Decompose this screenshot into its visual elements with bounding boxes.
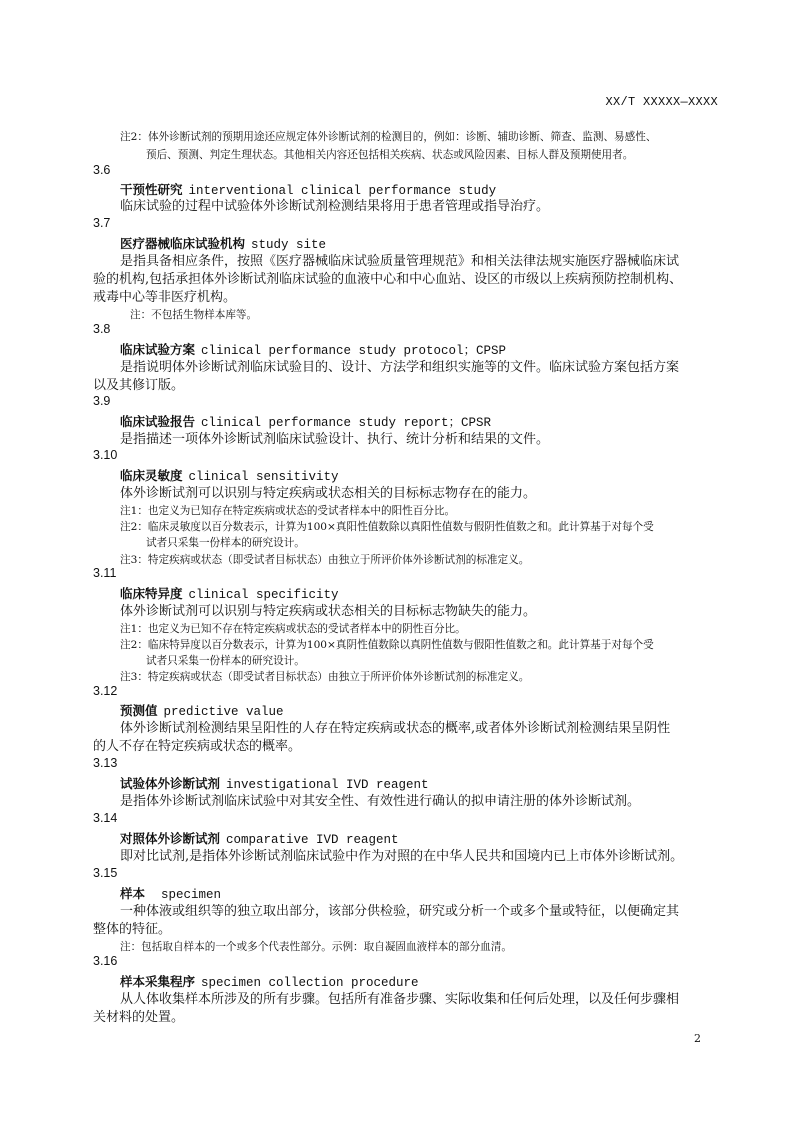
term-heading: 临床特异度 clinical specificity — [120, 586, 339, 602]
section-number: 3.12 — [93, 684, 118, 698]
section-number: 3.13 — [93, 756, 118, 770]
term-heading: 医疗器械临床试验机构 study site — [120, 236, 327, 252]
definition-text: 体外诊断试剂可以识别与特定疾病或状态相关的目标标志物存在的能力。 — [120, 486, 537, 501]
definition-text: 是指描述一项体外诊断试剂临床试验设计、执行、统计分析和结果的文件。 — [120, 432, 550, 447]
definition-text: 戒毒中心等非医疗机构。 — [93, 290, 237, 305]
note-text: 注1：也定义为已知存在特定疾病或状态的受试者样本中的阳性百分比。 — [120, 505, 456, 517]
term-heading: 临床试验方案 clinical performance study protocol；CPSP — [120, 342, 507, 358]
section-number: 3.10 — [93, 448, 118, 462]
note-text: 注2：临床灵敏度以百分数表示，计算为100×真阳性值数除以真阳性值数与假阴性值数之和。此计算基于对每个受 — [120, 521, 654, 533]
definition-text: 关材料的处置。 — [93, 1010, 185, 1025]
section-number: 3.8 — [93, 322, 111, 336]
term-heading: 样本采集程序 specimen collection procedure — [120, 974, 419, 990]
note-text: 试者只采集一份样本的研究设计。 — [146, 537, 305, 549]
definition-text: 体外诊断试剂可以识别与特定疾病或状态相关的目标标志物缺失的能力。 — [120, 604, 537, 619]
definition-text: 是指体外诊断试剂临床试验中对其安全性、有效性进行确认的拟申请注册的体外诊断试剂。 — [120, 794, 641, 809]
definition-text: 的人不存在特定疾病或状态的概率。 — [93, 739, 302, 754]
section-number: 3.14 — [93, 811, 118, 825]
term-heading: 样本 specimen — [120, 886, 222, 902]
section-number: 3.9 — [93, 394, 111, 408]
definition-text: 以及其修订版。 — [93, 378, 185, 393]
term-heading: 干预性研究 interventional clinical performance study — [120, 182, 497, 198]
top-note-line: 注2：体外诊断试剂的预期用途还应规定体外诊断试剂的检测目的，例如：诊断、辅助诊断、筛查、监测、易感性、 — [120, 131, 657, 143]
note-text: 试者只采集一份样本的研究设计。 — [146, 655, 305, 667]
definition-text: 是指说明体外诊断试剂临床试验目的、设计、方法学和组织实施等的文件。临床试验方案包括方案 — [120, 360, 680, 375]
section-number: 3.15 — [93, 866, 118, 880]
section-number: 3.6 — [93, 163, 111, 177]
note-text: 注2：临床特异度以百分数表示，计算为100×真阴性值数除以真阴性值数与假阳性值数之和。此计算基于对每个受 — [120, 639, 654, 651]
term-heading: 临床试验报告 clinical performance study report；CPSR — [120, 414, 492, 430]
definition-text: 验的机构,包括承担体外诊断试剂临床试验的血液中心和中心血站、设区的市级以上疾病预防控制机构、 — [93, 272, 683, 287]
note-text: 注1：也定义为已知不存在特定疾病或状态的受试者样本中的阴性百分比。 — [120, 623, 466, 635]
document-code-header: XX/T XXXXX—XXXX — [605, 95, 718, 109]
definition-text: 是指具备相应条件，按照《医疗器械临床试验质量管理规范》和相关法律法规实施医疗器械临床试 — [120, 254, 680, 269]
section-number: 3.16 — [93, 954, 118, 968]
note-text: 注3：特定疾病或状态（即受试者目标状态）由独立于所评价体外诊断试剂的标准定义。 — [120, 554, 530, 566]
term-heading: 预测值 predictive value — [120, 703, 284, 719]
definition-text: 一种体液或组织等的独立取出部分，该部分供检验，研究或分析一个或多个量或特征，以便确定其 — [120, 904, 680, 919]
section-number: 3.11 — [93, 566, 117, 580]
definition-text: 即对比试剂,是指体外诊断试剂临床试验中作为对照的在中华人民共和国境内已上市体外诊断试剂。 — [120, 849, 684, 864]
term-heading: 对照体外诊断试剂 comparative IVD reagent — [120, 831, 399, 847]
definition-text: 从人体收集样本所涉及的所有步骤。包括所有准备步骤、实际收集和任何后处理，以及任何步骤相 — [120, 992, 680, 1007]
note-text: 注3：特定疾病或状态（即受试者目标状态）由独立于所评价体外诊断试剂的标准定义。 — [120, 671, 530, 683]
definition-text: 体外诊断试剂检测结果呈阳性的人存在特定疾病或状态的概率,或者体外诊断试剂检测结果呈阴性 — [120, 721, 671, 736]
term-heading: 试验体外诊断试剂 investigational IVD reagent — [120, 776, 429, 792]
top-note-line: 预后、预测、判定生理状态。其他相关内容还包括相关疾病、状态或风险因素、目标人群及预期使用者。 — [146, 149, 634, 161]
note-text: 注：包括取自样本的一个或多个代表性部分。示例：取自凝固血液样本的部分血清。 — [120, 941, 512, 953]
definition-text: 临床试验的过程中试验体外诊断试剂检测结果将用于患者管理或指导治疗。 — [120, 199, 550, 214]
section-number: 3.7 — [93, 216, 111, 230]
page-number: 2 — [694, 1032, 701, 1045]
definition-text: 整体的特征。 — [93, 922, 172, 937]
note-text: 注：不包括生物样本库等。 — [130, 309, 258, 321]
term-heading: 临床灵敏度 clinical sensitivity — [120, 468, 339, 484]
